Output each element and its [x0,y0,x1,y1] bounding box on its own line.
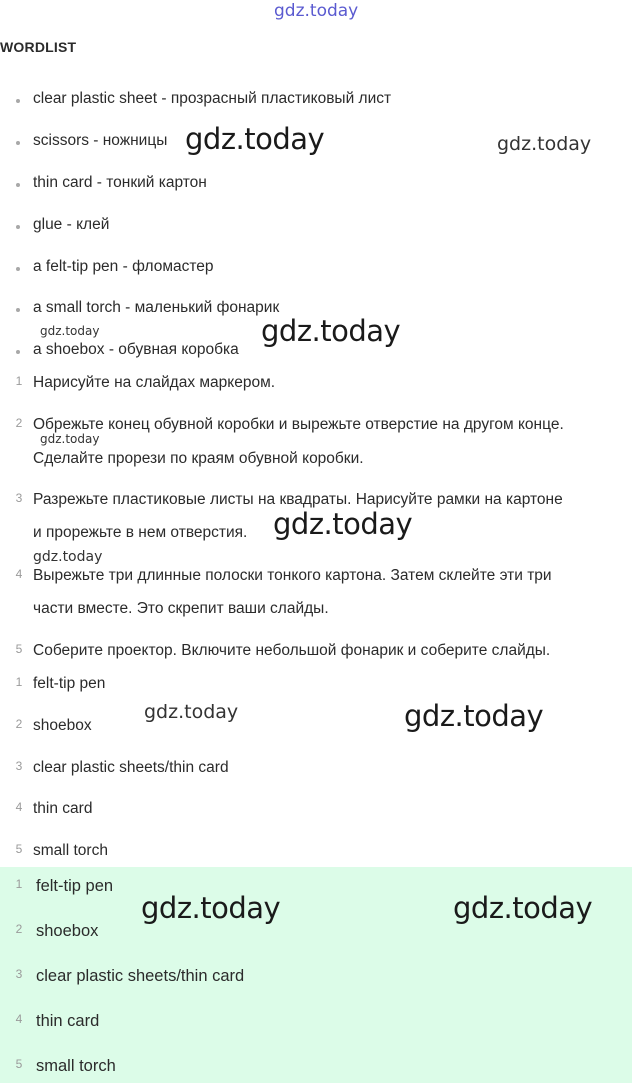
watermark: gdz.today [261,314,401,348]
watermark: gdz.today [453,891,593,925]
answer-number: 3 [15,759,23,773]
answer-text: felt-tip pen [33,675,106,692]
answer-number: 2 [15,717,23,731]
answer-text: clear plastic sheets/thin card [33,759,229,776]
step-number: 4 [15,567,23,581]
answer-text: shoebox [33,717,92,734]
step-text: Разрежьте пластиковые листы на квадраты. Нарисуйте рамки на картоне [33,491,563,508]
answer-text: shoebox [36,922,99,940]
wordlist-item-text: glue - клей [33,216,110,233]
step-text: и прорежьте в нем отверстия. [33,524,248,541]
bullet-icon [16,183,20,187]
step-text: Соберите проектор. Включите небольшой фонарик и соберите слайды. [33,642,551,659]
wordlist-item-text: clear plastic sheet - прозрасный пластиковый лист [33,90,392,107]
watermark: gdz.today [141,891,281,925]
wordlist-item-text: a shoebox - обувная коробка [33,341,239,358]
answer-number: 4 [15,800,23,814]
answer-number: 1 [15,877,23,891]
answer-number: 1 [15,675,23,689]
step-text: Сделайте прорези по краям обувной коробки. [33,450,364,467]
watermark: gdz.today [40,432,100,446]
answer-number: 3 [15,967,23,981]
wordlist-item-text: scissors - ножницы [33,132,168,149]
watermark: gdz.today [404,699,544,733]
answer-text: thin card [36,1012,100,1030]
wordlist-title: WORDLIST [0,39,77,55]
answer-number: 2 [15,922,23,936]
answer-text: small torch [33,842,108,859]
watermark: gdz.today [33,549,103,565]
watermark: gdz.today [40,324,100,338]
watermark-top: gdz.today [274,1,359,21]
bullet-icon [16,141,20,145]
step-number: 3 [15,491,23,505]
step-number: 5 [15,642,23,656]
watermark: gdz.today [497,133,592,155]
answer-number: 4 [15,1012,23,1026]
wordlist-item-text: a small torch - маленький фонарик [33,299,280,316]
answer-text: felt-tip pen [36,877,114,895]
answer-number: 5 [15,842,23,856]
wordlist-item-text: a felt-tip pen - фломастер [33,258,214,275]
answer-text: clear plastic sheets/thin card [36,967,245,985]
bullet-icon [16,350,20,354]
bullet-icon [16,225,20,229]
answer-text: small torch [36,1057,116,1075]
step-text: Вырежьте три длинные полоски тонкого картона. Затем склейте эти три [33,567,552,584]
step-number: 2 [15,416,23,430]
step-text: части вместе. Это скрепит ваши слайды. [33,600,329,617]
bullet-icon [16,308,20,312]
step-text: Нарисуйте на слайдах маркером. [33,374,276,391]
answer-text: thin card [33,800,93,817]
wordlist-item-text: thin card - тонкий картон [33,174,207,191]
step-text: Обрежьте конец обувной коробки и вырежьте отверстие на другом конце. [33,416,564,433]
watermark: gdz.today [273,507,413,541]
bullet-icon [16,99,20,103]
watermark: gdz.today [185,122,325,156]
watermark: gdz.today [144,701,239,723]
bullet-icon [16,267,20,271]
step-number: 1 [15,374,23,388]
answer-number: 5 [15,1057,23,1071]
